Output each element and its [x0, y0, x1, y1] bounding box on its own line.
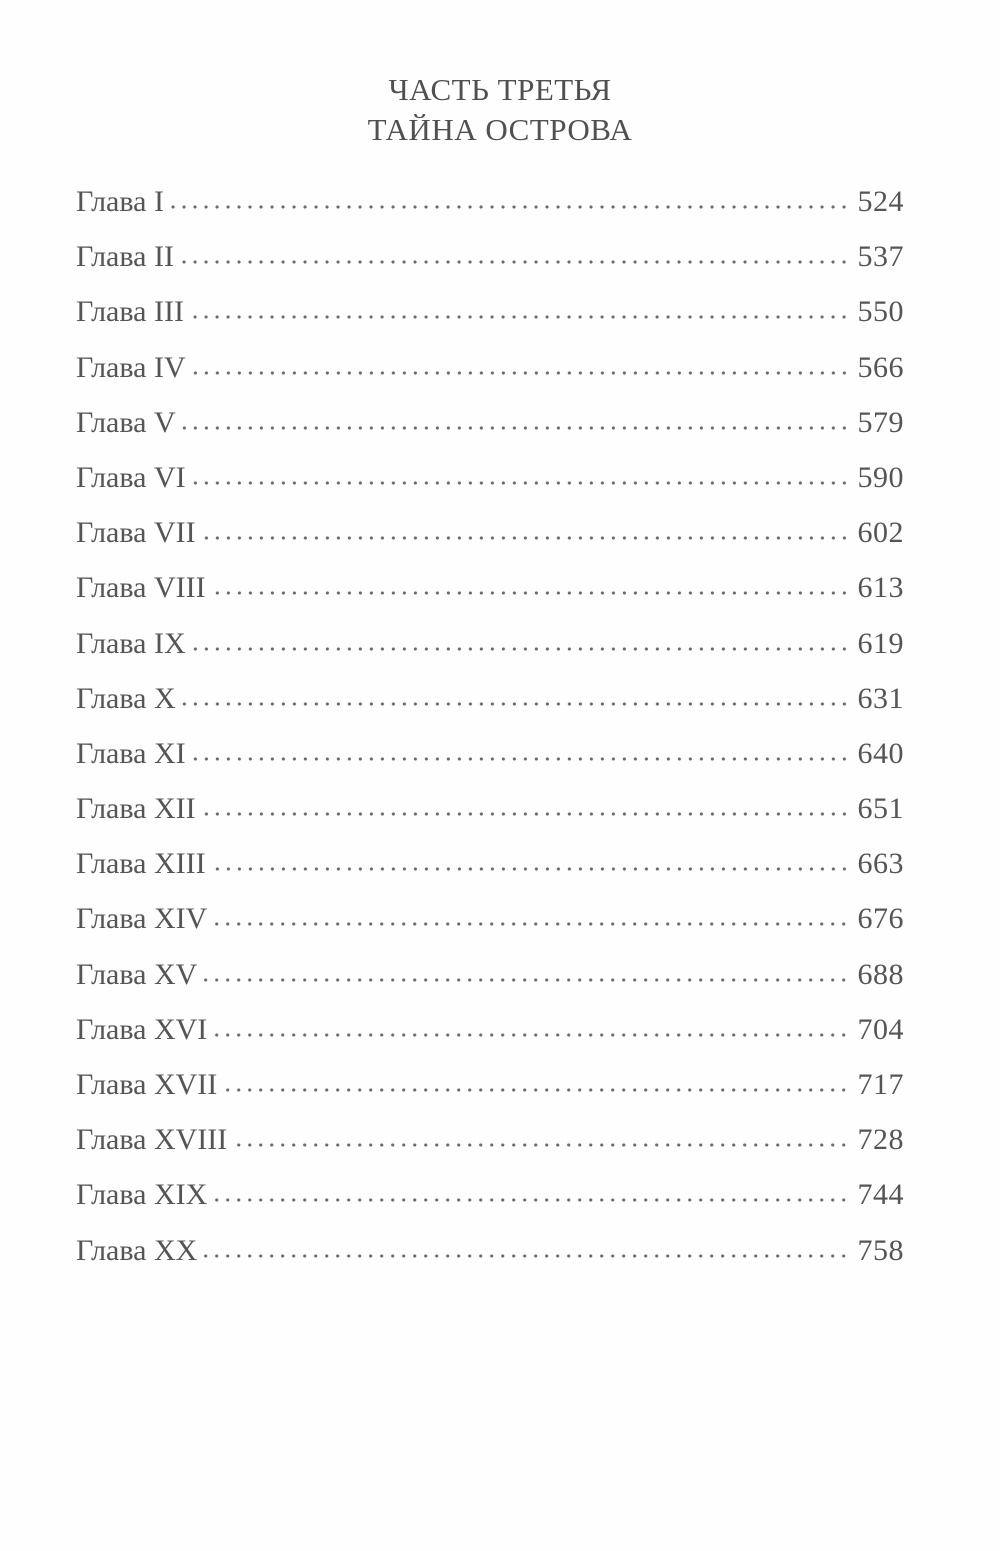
toc-entry-page-number: 663	[857, 847, 904, 881]
toc-entry-label: Глава XX	[76, 1233, 198, 1267]
toc-entry-label: Глава XI	[76, 736, 186, 770]
toc-entry-page-number: 579	[857, 405, 904, 439]
toc-entry-label: Глава V	[76, 405, 176, 439]
dot-leader	[210, 591, 850, 595]
toc-entry-label: Глава VI	[76, 460, 186, 494]
dot-leader	[190, 371, 850, 375]
toc-entry-page-number: 717	[857, 1068, 904, 1101]
toc-entry-label: Глава XIV	[76, 902, 208, 936]
toc-entry	[76, 233, 904, 288]
toc-entry	[76, 509, 904, 564]
toc-entry	[76, 730, 904, 785]
table-of-contents	[76, 178, 904, 1282]
toc-entry-label: Глава X	[76, 681, 176, 715]
dot-leader	[190, 757, 850, 761]
toc-entry	[76, 1006, 904, 1061]
part-title: ТАЙНА ОСТРОВА	[367, 112, 633, 147]
toc-entry-page-number: 651	[857, 792, 904, 826]
toc-entry	[76, 1227, 904, 1282]
dot-leader	[200, 536, 850, 540]
dot-leader	[221, 1088, 849, 1092]
toc-entry-label: Глава IX	[76, 626, 186, 660]
dot-leader	[180, 702, 850, 706]
toc-entry-page-number: 704	[857, 1012, 904, 1046]
toc-entry-label: Глава IV	[76, 350, 186, 384]
toc-entry-page-number: 537	[857, 240, 904, 274]
dot-leader	[201, 1254, 849, 1258]
toc-entry-label: Глава II	[76, 240, 174, 274]
toc-entry-page-number: 640	[857, 736, 904, 770]
toc-entry-page-number: 758	[857, 1233, 904, 1267]
toc-entry-page-number: 524	[857, 185, 904, 218]
dot-leader	[201, 978, 849, 982]
toc-entry	[76, 564, 904, 619]
toc-entry-page-number: 728	[857, 1123, 904, 1157]
toc-entry-page-number: 744	[857, 1178, 904, 1212]
toc-entry-page-number: 619	[857, 626, 904, 660]
toc-entry-label: Глава XII	[76, 792, 196, 826]
toc-entry-page-number: 566	[857, 350, 904, 384]
dot-leader	[200, 812, 850, 816]
toc-entry	[76, 344, 904, 399]
toc-entry	[76, 288, 904, 343]
dot-leader	[211, 922, 849, 926]
toc-entry	[76, 675, 904, 730]
dot-leader	[168, 205, 850, 209]
dot-leader	[210, 867, 850, 871]
toc-entry-label: Глава VIII	[76, 571, 206, 605]
part-header	[0, 70, 1000, 150]
toc-entry-label: Глава III	[76, 295, 184, 329]
dot-leader	[211, 1198, 849, 1202]
dot-leader	[190, 647, 850, 651]
toc-entry	[76, 1061, 904, 1116]
toc-entry	[76, 840, 904, 895]
toc-entry	[76, 399, 904, 454]
toc-entry-page-number: 613	[857, 571, 904, 605]
toc-entry-label: Глава XIX	[76, 1178, 208, 1212]
toc-entry	[76, 620, 904, 675]
toc-entry	[76, 1116, 904, 1171]
toc-entry-label: Глава XIII	[76, 847, 206, 881]
toc-entry	[76, 1171, 904, 1226]
toc-entry-label: Глава VII	[76, 516, 196, 550]
toc-entry-page-number: 590	[857, 460, 904, 494]
dot-leader	[190, 481, 850, 485]
toc-entry-page-number: 631	[857, 681, 904, 715]
toc-entry-label: Глава I	[76, 185, 164, 218]
toc-entry-label: Глава XVIII	[76, 1123, 228, 1157]
toc-entry-page-number: 550	[857, 295, 904, 329]
toc-entry-page-number: 676	[857, 902, 904, 936]
toc-entry-label: Глава XVII	[76, 1068, 218, 1101]
part-number: ЧАСТЬ ТРЕТЬЯ	[388, 72, 612, 107]
toc-entry	[76, 785, 904, 840]
dot-leader	[188, 315, 850, 319]
toc-entry	[76, 178, 904, 233]
toc-entry	[76, 951, 904, 1006]
toc-entry	[76, 895, 904, 950]
toc-entry-label: Глава XVI	[76, 1012, 208, 1046]
dot-leader	[178, 260, 850, 264]
toc-entry-label: Глава XV	[76, 957, 198, 991]
toc-entry-page-number: 688	[857, 957, 904, 991]
toc-entry	[76, 454, 904, 509]
dot-leader	[231, 1143, 849, 1147]
dot-leader	[180, 426, 850, 430]
toc-entry-page-number: 602	[857, 516, 904, 550]
dot-leader	[211, 1033, 849, 1037]
